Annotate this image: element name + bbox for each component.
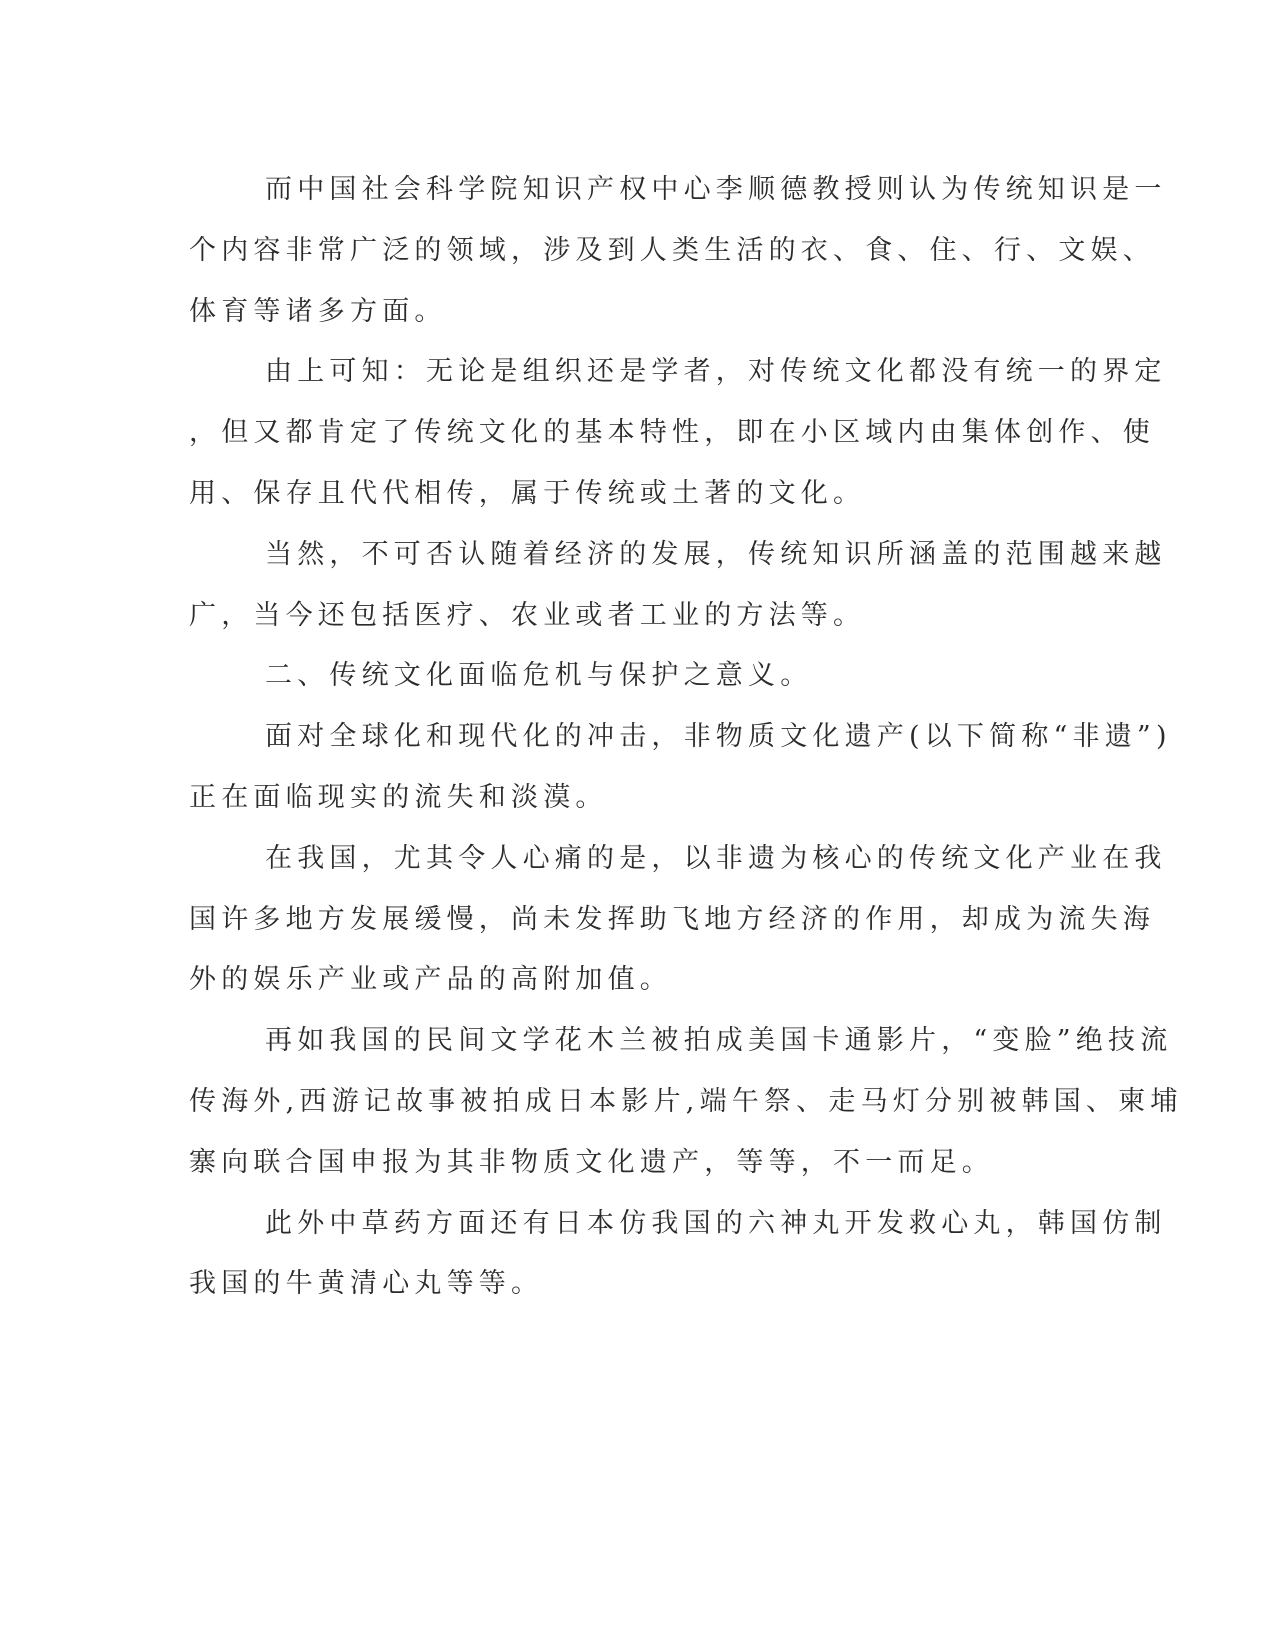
text-line: 此外中草药方面还有日本仿我国的六神丸开发救心丸，韩国仿制 (265, 1207, 1167, 1239)
text-line: 国许多地方发展缓慢，尚未发挥助飞地方经济的作用，却成为流失海 (189, 903, 1155, 935)
text-line: 正在面临现实的流失和淡漠。 (189, 781, 608, 813)
text-line: 体育等诸多方面。 (189, 295, 447, 327)
paragraph-8 (189, 1194, 1167, 1316)
text-line: 广，当今还包括医疗、农业或者工业的方法等。 (189, 599, 866, 631)
text-line: 外的娱乐产业或产品的高附加值。 (189, 964, 672, 996)
text-line: 在我国，尤其令人心痛的是，以非遗为核心的传统文化产业在我 (265, 842, 1167, 874)
paragraph-5 (189, 707, 1172, 829)
text-line: 而中国社会科学院知识产权中心李顺德教授则认为传统知识是一 (265, 174, 1167, 205)
paragraph-6 (189, 829, 1167, 1011)
text-line: ，但又都肯定了传统文化的基本特性，即在小区域内由集体创作、使 (189, 417, 1155, 449)
paragraph-3 (189, 525, 1167, 647)
heading-line: 二、传统文化面临危机与保护之意义。 (265, 660, 813, 692)
text-line: 面对全球化和现代化的冲击，非物质文化遗产(以下简称“非遗”) (265, 721, 1172, 753)
text-line: 寨向联合国申报为其非物质文化遗产，等等，不一而足。 (189, 1146, 994, 1178)
text-line: 由上可知：无论是组织还是学者，对传统文化都没有统一的界定 (265, 356, 1167, 388)
text-line: 传海外,西游记故事被拍成日本影片,端午祭、走马灯分别被韩国、柬埔 (189, 1085, 1183, 1117)
text-line: 用、保存且代代相传，属于传统或土著的文化。 (189, 477, 866, 509)
section-heading (189, 646, 1069, 707)
text-line: 再如我国的民间文学花木兰被拍成美国卡通影片，“变脸”绝技流 (265, 1025, 1173, 1057)
text-line: 我国的牛黄清心丸等等。 (189, 1268, 544, 1300)
document-body (189, 160, 1183, 1315)
paragraph-7 (189, 1011, 1183, 1193)
paragraph-1 (189, 160, 1167, 342)
text-line: 个内容非常广泛的领域，涉及到人类生活的衣、食、住、行、文娱、 (189, 234, 1155, 266)
text-line: 当然，不可否认随着经济的发展，传统知识所涵盖的范围越来越 (265, 538, 1167, 570)
paragraph-2 (189, 342, 1167, 524)
